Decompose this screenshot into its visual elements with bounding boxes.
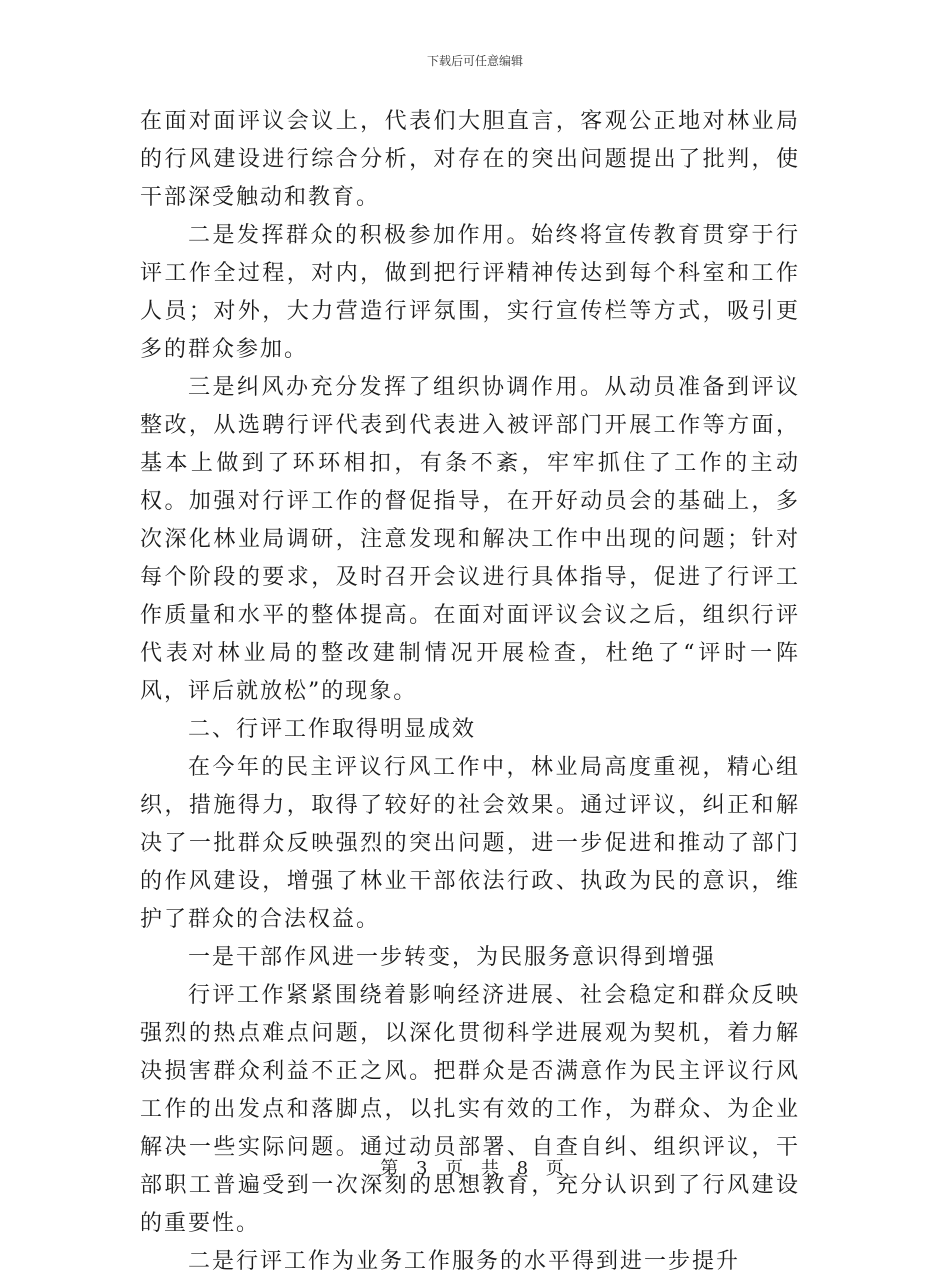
- paragraph-7: 行评工作紧紧围绕着影响经济进展、社会稳定和群众反映强烈的热点难点问题，以深化贯彻科学进展观为契机，着力解决损害群众利益不正之风。把群众是否满意作为民主评议行风工作的出发点和落脚点，以扎实有效的工作，为群众、为企业解决一些实际问题。通过动员部署、自查自纠、组织评议，干部职工普遍受到一次深刻的思想教育，充分认识到了行风建设的重要性。: [140, 983, 800, 1236]
- section-heading-2: 二、行评工作取得明显成效: [188, 717, 477, 742]
- subheading-2: 二是行评工作为业务工作服务的水平得到进一步提升: [188, 1249, 741, 1274]
- page-number-footer: 第 3 页 共 8 页: [380, 1158, 570, 1179]
- paragraph-1: 在面对面评议会议上，代表们大胆直言，客观公正地对林业局的行风建设进行综合分析，对存在的突出问题提出了批判，使干部深受触动和教育。: [140, 109, 800, 210]
- paragraph-3: 三是纠风办充分发挥了组织协调作用。从动员准备到评议整改，从选聘行评代表到代表进入被评部门开展工作等方面，基本上做到了环环相扣，有条不紊，牢牢抓住了工作的主动权。加强对行评工作的督促指导，在开好动员会的基础上，多次深化林业局调研，注意发现和解决工作中出现的问题；针对每个阶段的要求，及时召开会议进行具体指导，促进了行评工作质量和水平的整体提高。在面对面评议会议之后，组织行评代表对林业局的整改建制情况开展检查，杜绝了“评时一阵风，评后就放松”的现象。: [140, 375, 800, 704]
- subheading-1: 一是干部作风进一步转变，为民服务意识得到增强: [188, 945, 717, 970]
- paragraph-2: 二是发挥群众的积极参加作用。始终将宣传教育贯穿于行评工作全过程，对内，做到把行评精神传达到每个科室和工作人员；对外，大力营造行评氛围，实行宣传栏等方式，吸引更多的群众参加。: [140, 223, 800, 362]
- page-header: 下载后可任意编辑: [426, 54, 523, 68]
- document-body: [140, 103, 800, 1281]
- paragraph-5: 在今年的民主评议行风工作中，林业局高度重视，精心组织，措施得力，取得了较好的社会效果。通过评议，纠正和解决了一批群众反映强烈的突出问题，进一步促进和推动了部门的作风建设，增强了林业干部依法行政、执政为民的意识，维护了群众的合法权益。: [140, 755, 800, 932]
